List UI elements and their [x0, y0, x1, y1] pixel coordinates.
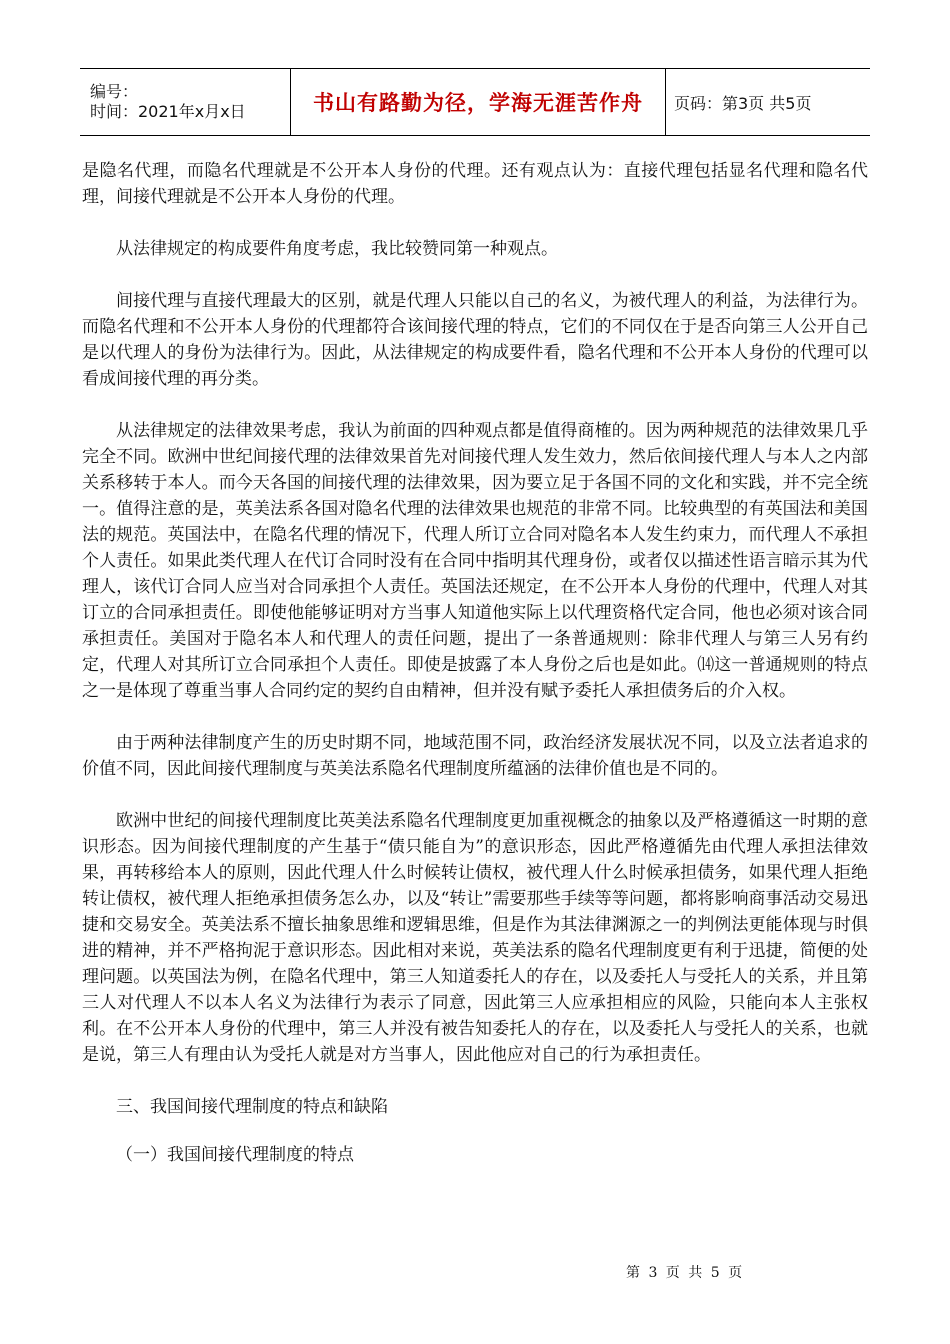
- paragraph: 间接代理与直接代理最大的区别，就是代理人只能以自己的名义，为被代理人的利益，为法律行为。而隐名代理和不公开本人身份的代理都符合该间接代理的特点，它们的不同仅在于是否向第三人公开自己是以代理人的身份为法律行为。因此，从法律规定的构成要件看，隐名代理和不公开本人身份的代理可以看成间接代理的再分类。: [82, 291, 868, 389]
- document-body: [82, 158, 868, 1194]
- page-header: [80, 68, 870, 136]
- paragraph: 从法律规定的构成要件角度考虑，我比较赞同第一种观点。: [116, 239, 558, 259]
- document-date-label: 时间：2021年x月x日: [90, 102, 246, 121]
- subsection-heading: （一）我国间接代理制度的特点: [116, 1145, 354, 1165]
- document-number-label: 编号：: [90, 82, 139, 101]
- paragraph: 欧洲中世纪的间接代理制度比英美法系隐名代理制度更加重视概念的抽象以及严格遵循这一时期的意识形态。因为间接代理制度的产生基于“债只能自为”的意识形态，因此严格遵循先由代理人承担法律效果，再转移给本人的原则，因此代理人什么时候转让债权，被代理人什么时候承担债务，如果代理人拒绝转让债权，被代理人拒绝承担债务怎么办，以及“转让”需要那些手续等等问题，都将影响商事活动交易迅捷和交易安全。英美法系不擅长抽象思维和逻辑思维，但是作为其法律渊源之一的判例法更能体现与时俱进的精神，并不严格拘泥于意识形态。因此相对来说，英美法系的隐名代理制度更有利于迅捷，简便的处理问题。以英国法为例，在隐名代理中，第三人知道委托人的存在，以及委托人与受托人的关系，并且第三人对代理人不以本人名义为法律行为表示了同意，因此第三人应承担相应的风险，只能向本人主张权利。在不公开本人身份的代理中，第三人并没有被告知委托人的存在，以及委托人与受托人的关系，也就是说，第三人有理由认为受托人就是对方当事人，因此他应对自己的行为承担责任。: [82, 811, 868, 1065]
- paragraph: 从法律规定的法律效果考虑，我认为前面的四种观点都是值得商榷的。因为两种规范的法律效果几乎完全不同。欧洲中世纪间接代理的法律效果首先对间接代理人发生效力，然后依间接代理人与本人之内部关系移转于本人。而今天各国的间接代理的法律效果，因为要立足于各国不同的文化和实践，并不完全统一。值得注意的是，英美法系各国对隐名代理的法律效果也规范的非常不同。比较典型的有英国法和美国法的规范。英国法中，在隐名代理的情况下，代理人所订立合同对隐名本人发生约束力，而代理人不承担个人责任。如果此类代理人在代订合同时没有在合同中指明其代理身份，或者仅以描述性语言暗示其为代理人，该代订合同人应当对合同承担个人责任。英国法还规定，在不公开本人身份的代理中，代理人对其订立的合同承担责任。即使他能够证明对方当事人知道他实际上以代理资格代定合同，他也必须对该合同承担责任。美国对于隐名本人和代理人的责任问题，提出了一条普通规则：除非代理人与第三人另有约定，代理人对其所订立合同承担个人责任。即使是披露了本人身份之后也是如此。⒁这一普通规则的特点之一是体现了尊重当事人合同约定的契约自由精神，但并没有赋予委托人承担债务后的介入权。: [82, 421, 868, 701]
- header-page-number: 页码：第3页 共5页: [666, 69, 871, 136]
- section-heading: 三、我国间接代理制度的特点和缺陷: [116, 1097, 388, 1117]
- page-footer: 第 3 页 共 5 页: [626, 1265, 745, 1281]
- paragraph: 由于两种法律制度产生的历史时期不同，地域范围不同，政治经济发展状况不同，以及立法者追求的价值不同，因此间接代理制度与英美法系隐名代理制度所蕴涵的法律价值也是不同的。: [82, 733, 868, 779]
- header-motto: 书山有路勤为径，学海无涯苦作舟: [291, 69, 666, 136]
- header-meta: [80, 69, 291, 136]
- paragraph-continuation: 是隐名代理，而隐名代理就是不公开本人身份的代理。还有观点认为：直接代理包括显名代理和隐名代理，间接代理就是不公开本人身份的代理。: [82, 161, 868, 207]
